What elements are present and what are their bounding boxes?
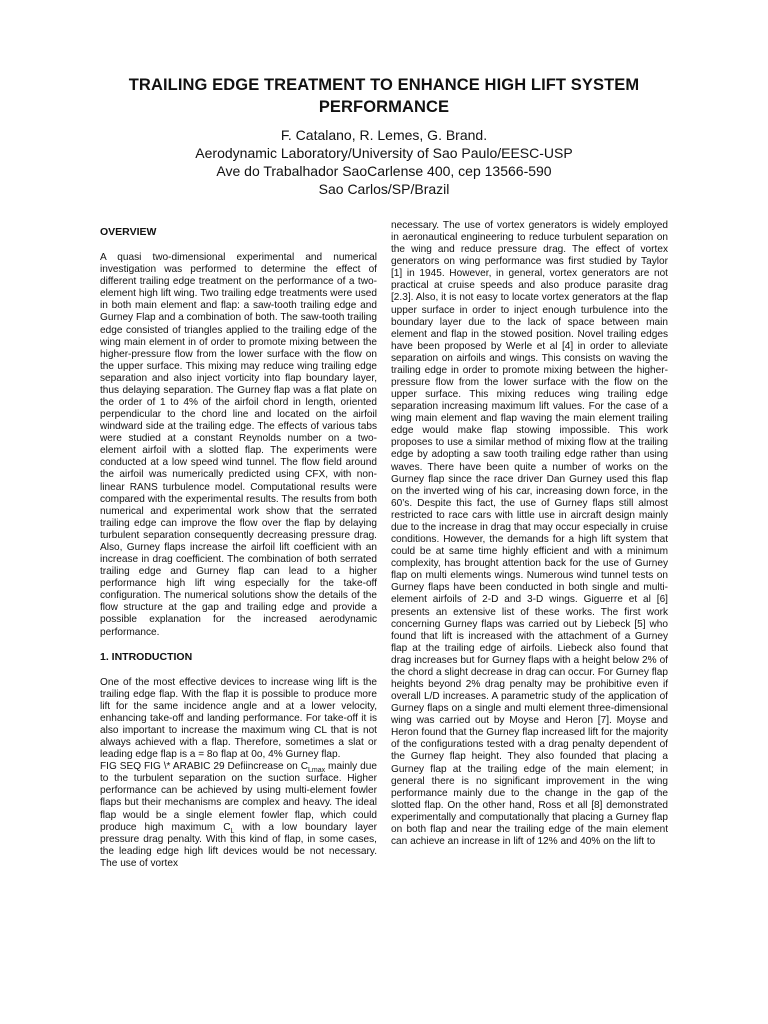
author-address: Ave do Trabalhador SaoCarlense 400, cep 13566-590	[216, 163, 552, 179]
introduction-heading: 1. INTRODUCTION	[100, 650, 193, 663]
left-column	[100, 220, 377, 882]
introduction-paragraph-2	[100, 761, 377, 870]
overview-paragraph: A quasi two-dimensional experimental and numerical investigation was performed to determine the effect of different trailing edge treatment on the performance of a two-element high lift wing. Two trailing edge treatments were used in both main element and flap: a saw-tooth trailing edge and Gurney Flap and a combination of both. The saw-tooth trailing edge consisted of triangles applied to the trailing edge of the wing main element in of order to promote mixing between the higher-pressure flow from the lower surface with the flow on the upper surface. This mixing may reduce wing trailing edge separation and also inject vorticity into flap boundary layer, thus delaying separation. The Gurney flap was a flat plate on the order of 1 to 4% of the airfoil chord in length, oriented perpendicular to the chord line and located on the airfoil windward side at the trailing edge. The effects of various tabs were studied at a constant Reynolds number on a two-element airfoil with a slotted flap. The experiments were conducted at a low speed wind tunnel. The flow field around the airfoil was numerically predicted using CFX, with non-linear RANS turbulence model. Computational results were compared with the experimental results. The results from both numerical and experimental work show that the serrated trailing edge can improve the flow over the flap by delaying turbulent separation consequently decreasing pressure drag. Also, Gurney flaps increase the airfoil lift coefficient with an increase in drag coefficient. The combination of both serrated trailing edge and Gurney flap can lead to a higher performance high lift wing especially for the take-off configuration. The numerical solutions show the details of the flow structure at the gap and trailing edge and provide a possible explanation for the increased aerodynamic performance.	[100, 252, 377, 638]
subscript-l: L	[230, 827, 235, 835]
author-affiliation: Aerodynamic Laboratory/University of Sao Paulo/EESC-USP	[195, 145, 573, 161]
paper-title: TRAILING EDGE TREATMENT TO ENHANCE HIGH LIFT SYSTEM PERFORMANCE	[128, 76, 640, 116]
author-block	[100, 126, 668, 198]
right-column-paragraph: necessary. The use of vortex generators is widely employed in aeronautical engineering to reduce turbulent separation on the wing and reduce pressure drag. The effect of vortex generators on wing performance was first studied by Taylor [1] in 1945. However, in general, vortex generators are not practical at cruise speeds and also produce parasite drag [2.3]. Also, it is not easy to locate vortex generators at the flap upper surface in order to inject enough turbulence into the boundary layer due to the lack of space between main element and flap in the stowed position. Novel trailing edges have been proposed by Werle et al [4] in order to alleviate separation on airfoils and wings. This consists on waving the trailing edge in order to promote mixing between the higher-pressure flow from the lower surface with the flow on the upper surface. This mixing reduces wing trailing edge separation increasing maximum lift values. For the case of a wing main element and flap waving the main element trailing edge would make flap stowing impossible. This work proposes to use a similar method of mixing flow at the trailing edge by adopting a saw tooth trailing edge rather than using waves. There have been quite a number of works on the Gurney flap since the race driver Dan Gurney used this flap on the inverted wing of his car, increasing down force, in the 60’s. Despite this fact, the use of Gurney flaps still almost restricted to race cars with little use in aircraft design mainly due to the increase in drag that may occur especially in cruise conditions. However, the demands for a high lift system that could be at same time highly efficient and with a minimum complexity, has brought attention back for the use of Gurney flap on multi elements wings. Numerous wind tunnel tests on Gurney flaps have been conducted in both single and multi-element airfoils of 2-D and 3-D wings. Giguerre et al [6] presents an extensive list of these works. The first work concerning Gurney flaps was carried out by Liebeck [5] who found that lift is increased with the attachment of a Gurney flap at the trailing edge of airfoils. Liebeck also found that drag increases but for Gurney flaps with a height below 2% of the chord a slight decrease in drag can occur. For Gurney flap heights beyond 2% drag penalty may be prohibitive even if overall L/D increases. A parametric study of the application of Gurney flaps on a single and multi element three-dimensional wing was carried out by Moyse and Heron [7]. Moyse and Heron found that the Gurney flap increased lift for the majority of the configurations tested with a drag penalty dependent of the Gurney flap height. They also founded that placing a Gurney flap at the trailing edge of the main element; in general there is no significant improvement in the wing performance mainly due to the change in the gap of the slotted flap. On the other hand, Ross et all [8] demonstrated experimentally and computationally that placing a Gurney flap on both flap and near the trailing edge of the main element can achieve an increase in lift of 12% and 40% on the lift to	[391, 220, 668, 847]
author-names: F. Catalano, R. Lemes, G. Brand.	[280, 127, 488, 143]
overview-heading: OVERVIEW	[100, 226, 157, 238]
subscript-lmax: Lmax	[308, 767, 326, 775]
author-city: Sao Carlos/SP/Brazil	[318, 181, 450, 197]
introduction-text-2b: mainly due to the turbulent separation on the suction surface. Higher performance can be achieved by using multi-element fowler flaps but their mechanisms are complex and heavy. The ideal flap would be a single element fowler flap, which could produce high maximum C	[100, 761, 377, 833]
introduction-text-2a: FIG SEQ FIG \* ARABIC 29 Defiincrease on C	[100, 761, 308, 773]
introduction-text-1: One of the most effective devices to increase wing lift is the trailing edge flap. With the flap it is possible to produce more lift for the same incidence angle and at a lower velocity, enhancing take-off and landing performance. For take-off it is also important to increase the maximum wing CL that is not always achieved with a flap. Therefore, sometimes a slat or leading edge flap is a = 8o flap at 0o, 4% Gurney flap.	[100, 676, 377, 761]
introduction-text-2c: with a low boundary layer pressure drag penalty. With this kind of flap, in some cases, the leading edge high lift devices would be not necessary. The use of vortex	[100, 821, 377, 869]
introduction-paragraph-1	[100, 677, 377, 762]
right-column	[391, 220, 668, 860]
